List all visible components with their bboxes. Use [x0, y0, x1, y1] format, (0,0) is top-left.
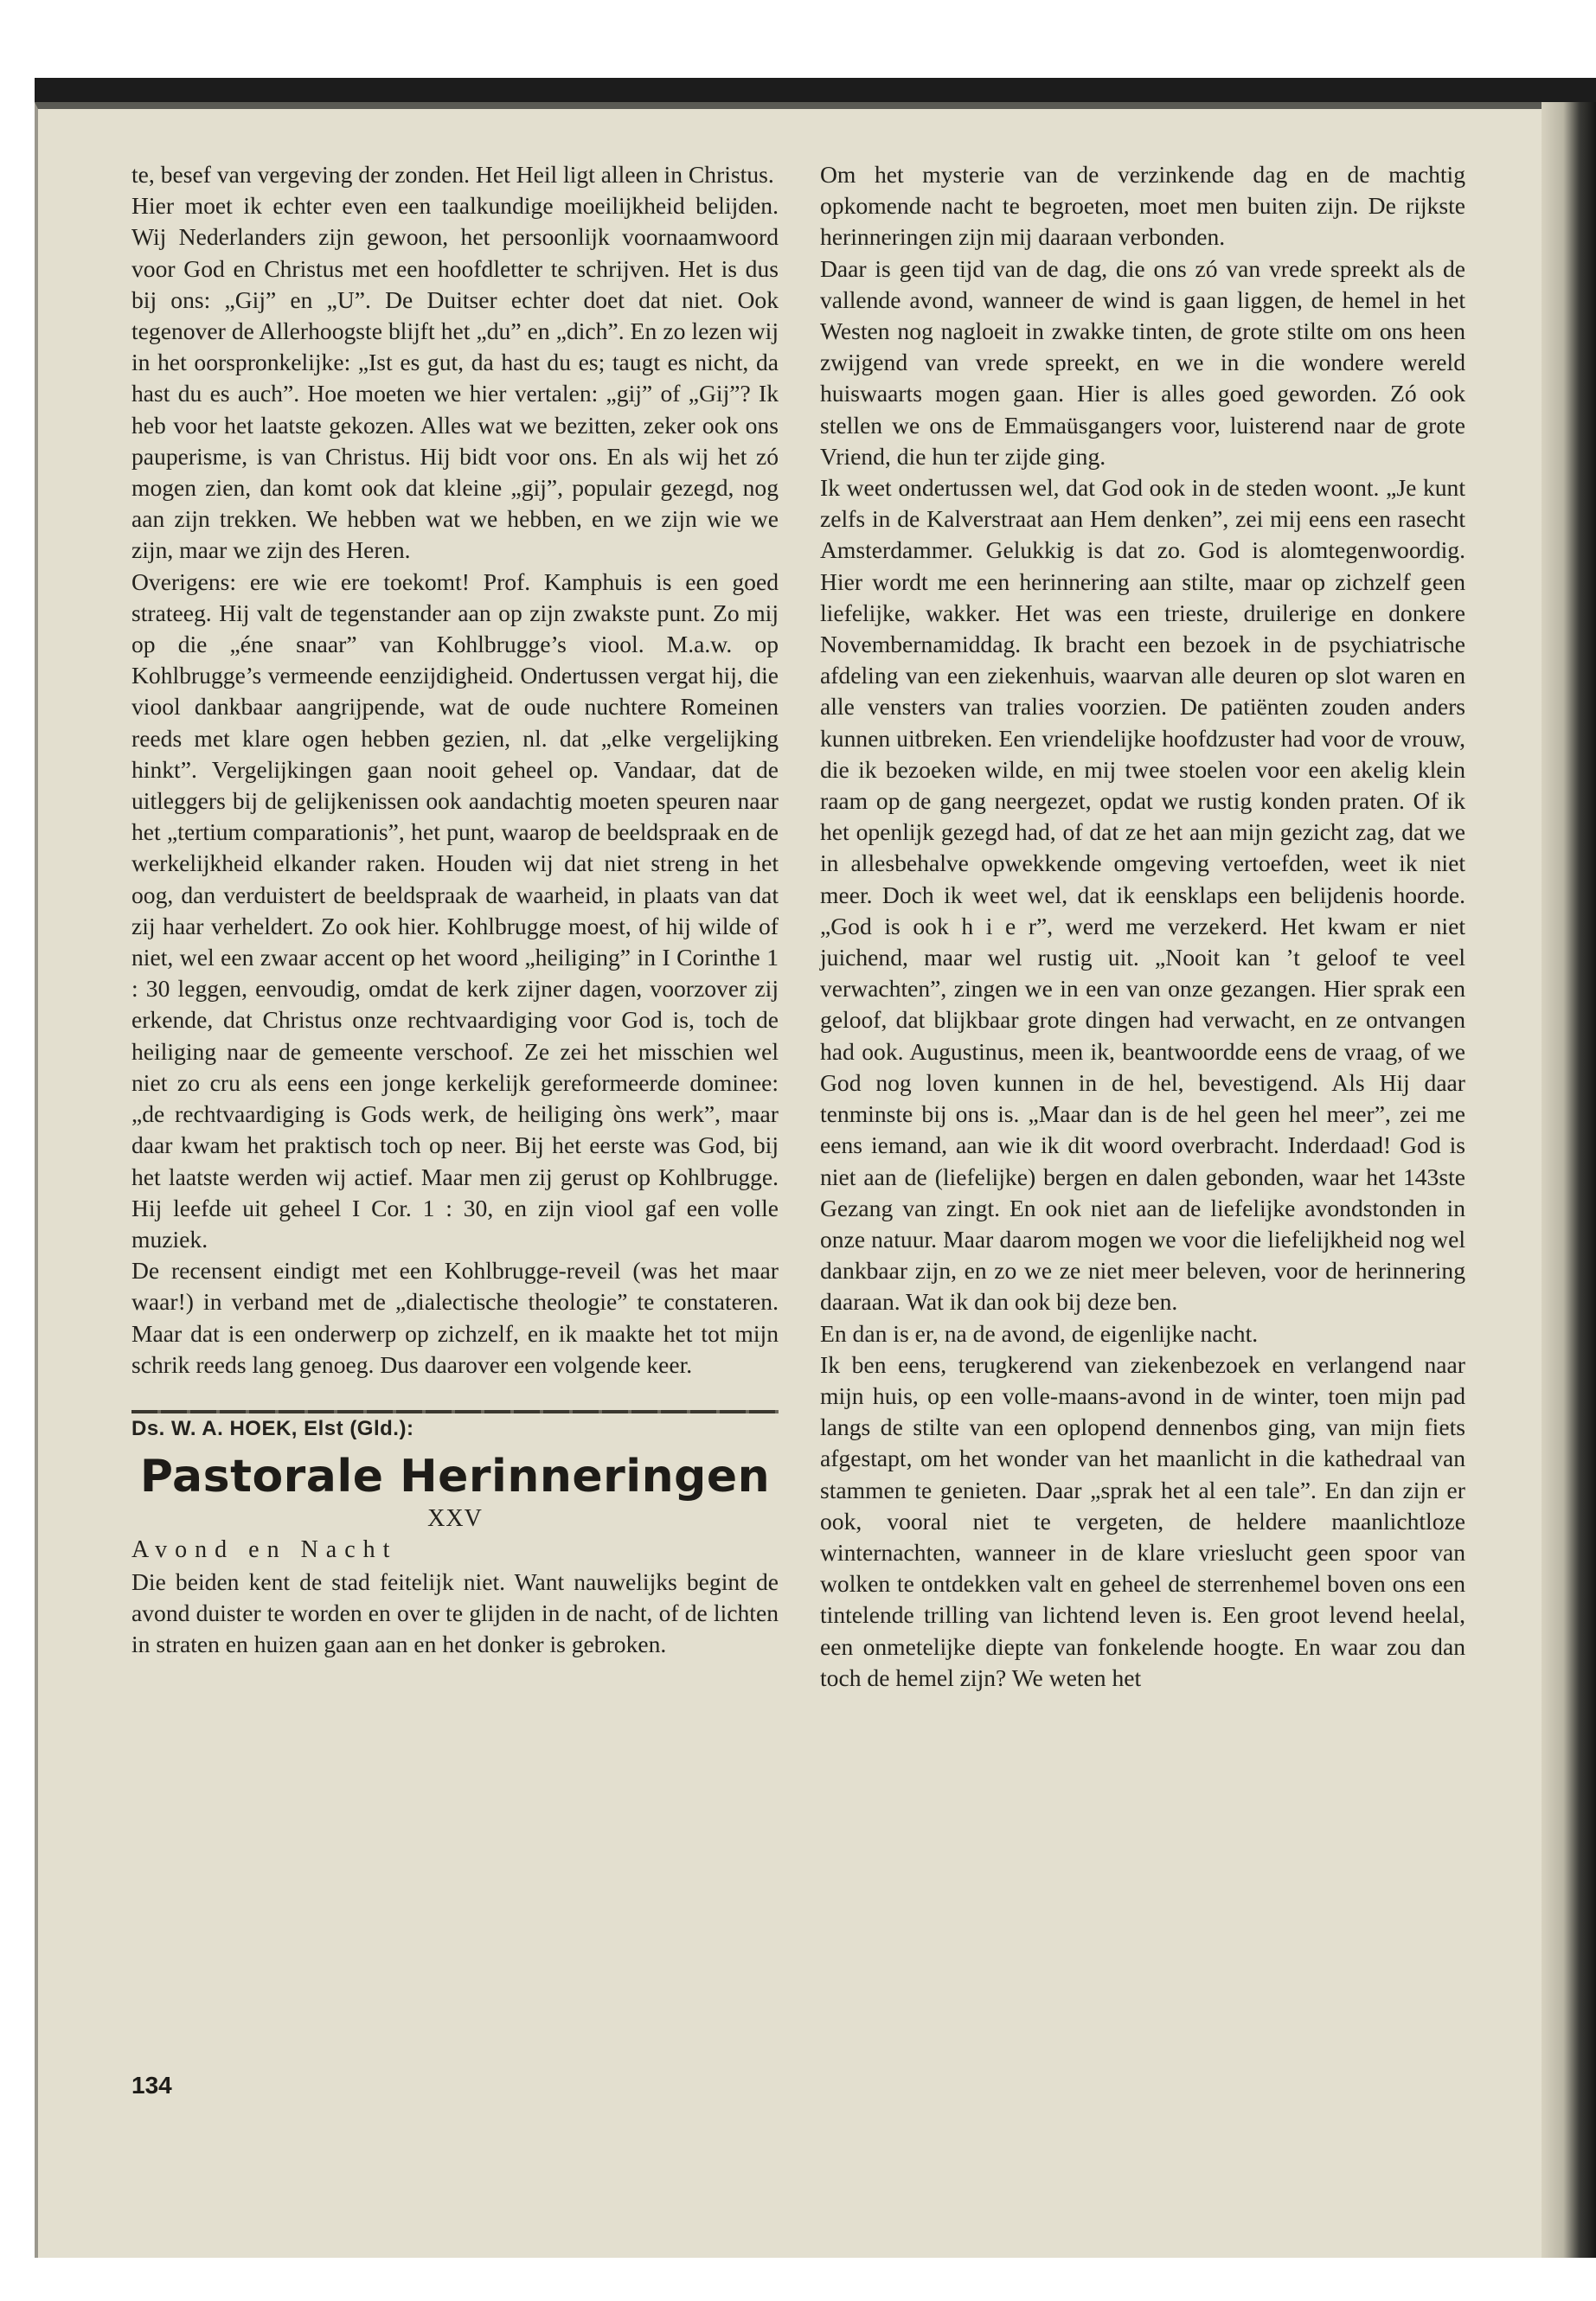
- article-number: XXV: [427, 1505, 483, 1533]
- paragraph: Ik ben eens, terugkerend van ziekenbezoek en verlangend naar mijn huis, op een volle-maans-avond in de winter, toen mijn pad langs de stilte van een oplopend dennenbos ging, van mijn fiets afgestapt, om het wonder van het maanlicht in die kathedraal van stammen te genieten. Daar „sprak het al een tale”. En dan zijn er ook, vooral niet te vergeten, de heldere maanlichtloze winternachten, wanneer in de klare vrieslucht geen spoor van wolken te ontdekken valt en geheel de sterrenhemel boven ons een tintelende trilling van lichtend leven is. Een groot levend heelal, een onmetelijke diepte van fonkelende hoogte. En waar zou dan toch de hemel zijn? We weten het: [820, 1350, 1465, 1691]
- paragraph: Die beiden kent de stad feitelijk niet. Want nauwelijks begint de avond duister te worden en over te glijden in de nacht, of de lichten in straten en huizen gaan aan en het donker is gebroken.: [131, 1567, 779, 1657]
- paragraph: Ik weet ondertussen wel, dat God ook in de steden woont. „Je kunt zelfs in de Kalverstraat aan Hem denken”, zei mij eens een rasecht Amsterdammer. Gelukkig is dat zo. God is alomtegenwoordig. Hier wordt me een herinnering aan stilte, maar op zichzelf geen liefelijke, wakker. Het was een trieste, druilerige en donkere Novembernamiddag. Ik bracht een bezoek in de psychiatrische afdeling van een ziekenhuis, waarvan alle deuren op slot waren en alle vensters van tralies voorzien. De patiënten zouden anders kunnen uitbreken. Een vriendelijke hoofdzuster had voor de vrouw, die ik bezoeken wilde, en mij twee stoelen voor een akelig klein raam op de gang neergezet, opdat we rustig konden praten. Of ik het openlijk gezegd had, of dat ze het aan mijn gezicht zag, dat we in allesbehalve opwekkende omgeving vertoefden, weet ik niet meer. Doch ik weet wel, dat ik eensklaps een belijdenis hoorde. „God is ook h i e r”, werd me verzekerd. Het kwam er niet juichend, maar wel rustig uit. „Nooit kan ’t geloof te veel verwachten”, zingen we in een van onze gezangen. Hier sprak een geloof, dat blijkbaar grote dingen had verwacht, en ze ontvangen had ook. Augustinus, meen ik, beantwoordde eens de vraag, of we God nog loven kunnen in de hel, bevestigend. Als Hij daar tenminste bij ons is. „Maar dan is de hel geen hel meer”, zei me eens iemand, aan wie ik dit woord overbracht. Inderdaad! God is niet aan de (liefelijke) bergen en dalen gebonden, waar het 143ste Gezang van zingt. En ook niet aan de liefelijke avondstonden in onze natuur. Maar daarom mogen we voor die liefelijkheid nog wel dankbaar zijn, en zo we ze niet meer beleven, voor de herinnering daaraan. Wat ik dan ook bij deze ben.: [820, 474, 1465, 1316]
- left-column: [131, 159, 779, 1660]
- paragraph: Om het mysterie van de verzinkende dag en de machtig opkomende nacht te begroeten, moet men buiten zijn. De rijkste herinneringen zijn mij daaraan verbonden.: [820, 161, 1465, 251]
- right-column: [820, 159, 1465, 1694]
- article-author: Ds. W. A. HOEK, Elst (Gld.):: [131, 1416, 414, 1440]
- article-subheading: Avond en Nacht: [131, 1536, 398, 1564]
- paragraph: En dan is er, na de avond, de eigenlijke nacht.: [820, 1319, 1259, 1347]
- paragraph: Overigens: ere wie ere toekomt! Prof. Kamphuis is een goed strateeg. Hij valt de tegenstander aan op zijn zwakste punt. Zo mij op die „éne snaar” van Kohlbrugge’s viool. M.a.w. op Kohlbrugge’s vermeende eenzijdigheid. Ondertussen vergat hij, die viool dankbaar aangrijpende, wat de oude nuchtere Romeinen reeds met klare ogen hebben gezien, nl. dat „elke vergelijking hinkt”. Vergelijkingen gaan nooit geheel op. Vandaar, dat de uitleggers bij de gelijkenissen ook aandachtig moeten speuren naar het „tertium comparationis”, het punt, waarop de beeldspraak en de werkelijkheid elkander raken. Houden wij dat niet streng in het oog, dan verduistert de beeldspraak de waarheid, in plaats van dat zij haar verheldert. Zo ook hier. Kohlbrugge moest, of hij wilde of niet, wel een zwaar accent op het woord „heiliging” in I Corinthe 1 : 30 leggen, eenvoudig, omdat de kerk zijner dagen, voorzover zij erkende, dat Christus onze rechtvaardiging voor God is, toch de heiliging naar de gemeente verschoof. Ze zei het misschien wel niet zo cru als eens een jonge kerkelijk gereformeerde dominee: „de rechtvaardiging is Gods werk, de heiliging òns werk”, maar daar kwam het praktisch toch op neer. Bij het eerste was God, bij het laatste werden wij actief. Maar men zij gerust op Kohlbrugge. Hij leefde uit geheel I Cor. 1 : 30, en zijn viool gaf een volle muziek.: [131, 567, 779, 1253]
- article-title: Pastorale Herinneringen: [139, 1451, 771, 1503]
- page-binding-edge: [1542, 102, 1596, 2258]
- page-number: 134: [131, 2072, 172, 2099]
- paragraph: Daar is geen tijd van de dag, die ons zó van vrede spreekt als de vallende avond, wanneer de wind is gaan liggen, de hemel in het Westen nog nagloeit in zwakke tinten, de grote stilte om ons heen zwijgend van vrede spreekt, en we in die wondere wereld huiswaarts mogen gaan. Hier is alles goed geworden. Zó ook stellen we ons de Emmaüsgangers voor, luisterend naar de grote Vriend, die hun ter zijde ging.: [820, 254, 1465, 470]
- paragraph: Hier moet ik echter even een taalkundige moeilijkheid belijden. Wij Nederlanders zijn gewoon, het persoonlijk voornaamwoord voor God en Christus met een hoofdletter te schrijven. Het is dus bij ons: „Gij” en „U”. De Duitser echter doet dat niet. Ook tegenover de Allerhoogste blijft het „du” en „dich”. En zo lezen wij in het oorspronkelijke: „Ist es gut, da hast du es; taugt es nicht, da hast du es auch”. Hoe moeten we hier vertalen: „gij” of „Gij”? Ik heb voor het laatste gekozen. Alles wat we bezitten, zeker ook ons pauperisme, is van Christus. Hij bidt voor ons. En als wij het zó mogen zien, dan komt ook dat kleine „gij”, populair gezegd, nog aan zijn trekken. We hebben wat we hebben, en we zijn wie we zijn, maar we zijn des Heren.: [131, 192, 779, 564]
- paragraph: De recensent eindigt met een Kohlbrugge-reveil (was het maar waar!) in verband met de „dialectische theologie” te constateren. Maar dat is een onderwerp op zichzelf, en ik maakte het tot mijn schrik reeds lang genoeg. Dus daarover een volgende keer.: [131, 1257, 779, 1378]
- paragraph: te, besef van vergeving der zonden. Het Heil ligt alleen in Christus.: [131, 161, 774, 188]
